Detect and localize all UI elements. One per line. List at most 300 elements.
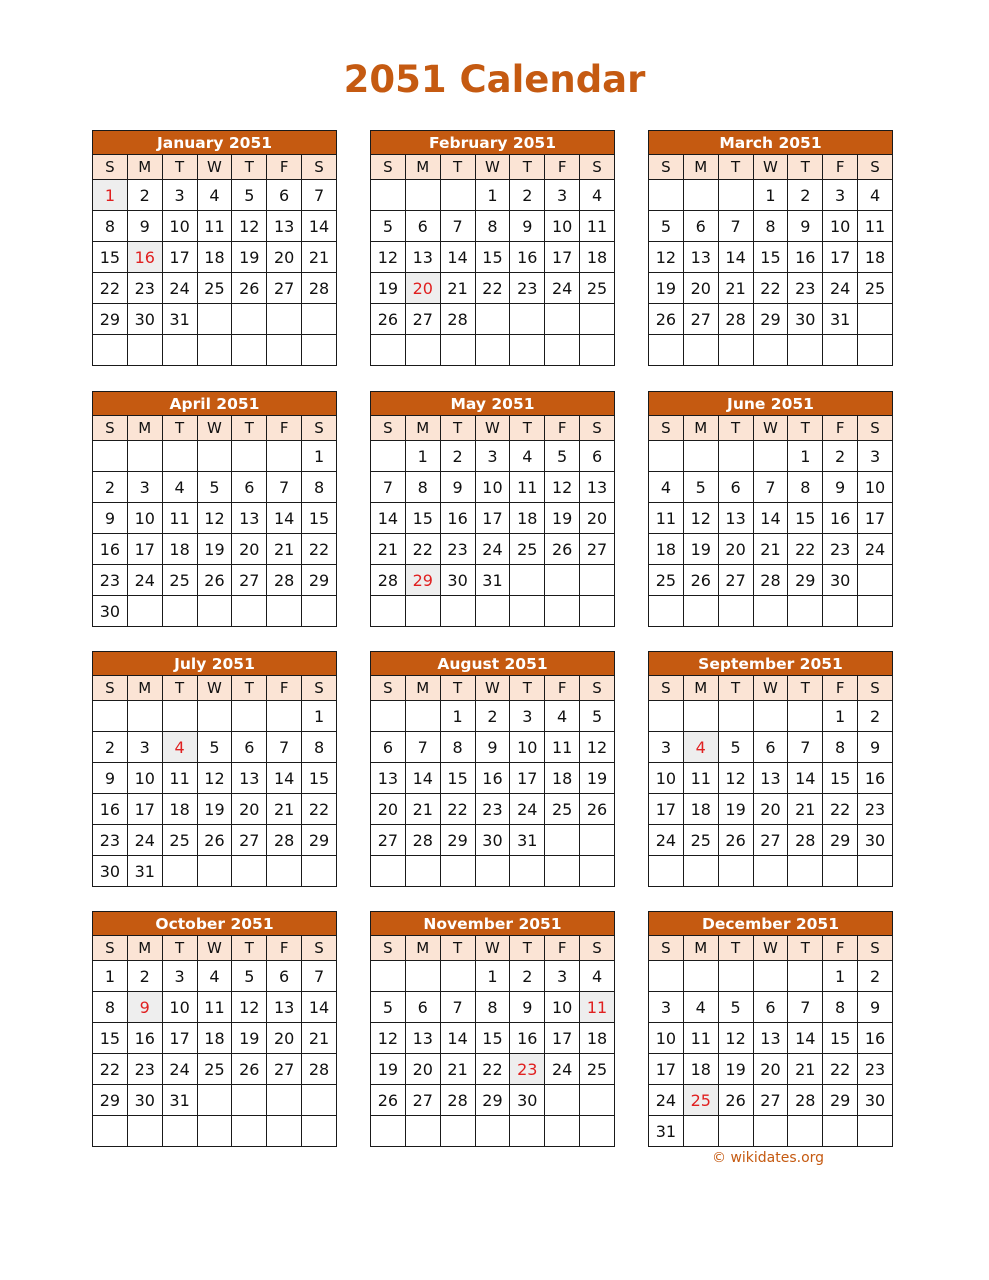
day-cell: 9 <box>858 992 893 1023</box>
day-cell: 31 <box>127 856 162 887</box>
day-cell: 21 <box>371 534 406 565</box>
day-cell: 27 <box>683 304 718 335</box>
day-cell: 18 <box>580 242 615 273</box>
holiday-day-cell: 1 <box>93 180 128 211</box>
weekday-label: F <box>823 936 858 961</box>
day-cell: 5 <box>232 961 267 992</box>
day-cell: 16 <box>858 763 893 794</box>
day-cell: 7 <box>718 211 753 242</box>
day-cell: 2 <box>823 441 858 472</box>
empty-day-cell <box>127 701 162 732</box>
day-cell: 19 <box>649 273 684 304</box>
day-cell: 5 <box>545 441 580 472</box>
week-row <box>93 1116 337 1147</box>
weekday-label: W <box>753 936 788 961</box>
weekday-label: S <box>649 676 684 701</box>
day-cell: 29 <box>823 825 858 856</box>
week-row <box>93 441 337 472</box>
day-cell: 21 <box>440 273 475 304</box>
day-cell: 6 <box>232 732 267 763</box>
empty-day-cell <box>475 304 510 335</box>
day-cell: 7 <box>371 472 406 503</box>
day-cell: 18 <box>649 534 684 565</box>
day-cell: 9 <box>127 211 162 242</box>
weekday-label: T <box>162 155 197 180</box>
day-cell: 10 <box>649 763 684 794</box>
day-cell: 24 <box>510 794 545 825</box>
day-cell: 26 <box>232 1054 267 1085</box>
day-cell: 16 <box>475 763 510 794</box>
day-cell: 8 <box>475 211 510 242</box>
empty-day-cell <box>232 335 267 366</box>
day-cell: 29 <box>753 304 788 335</box>
month-4 <box>370 391 615 627</box>
week-row <box>371 304 615 335</box>
day-cell: 4 <box>197 961 232 992</box>
weekday-label: T <box>718 676 753 701</box>
weekday-label: M <box>405 936 440 961</box>
day-cell: 17 <box>649 794 684 825</box>
day-cell: 12 <box>232 211 267 242</box>
day-cell: 25 <box>858 273 893 304</box>
empty-day-cell <box>197 596 232 627</box>
weekday-label: T <box>232 155 267 180</box>
empty-day-cell <box>858 1116 893 1147</box>
empty-day-cell <box>475 856 510 887</box>
weekday-label: S <box>93 155 128 180</box>
empty-day-cell <box>649 335 684 366</box>
day-cell: 23 <box>510 273 545 304</box>
day-cell: 19 <box>718 794 753 825</box>
day-cell: 29 <box>475 1085 510 1116</box>
day-cell: 7 <box>405 732 440 763</box>
day-cell: 28 <box>440 1085 475 1116</box>
day-cell: 24 <box>545 273 580 304</box>
week-row <box>649 503 893 534</box>
weekday-label: F <box>267 155 302 180</box>
day-cell: 11 <box>162 503 197 534</box>
day-cell: 2 <box>475 701 510 732</box>
day-cell: 1 <box>823 701 858 732</box>
week-row <box>649 565 893 596</box>
day-cell: 21 <box>753 534 788 565</box>
empty-day-cell <box>93 701 128 732</box>
day-cell: 29 <box>823 1085 858 1116</box>
empty-day-cell <box>858 565 893 596</box>
empty-day-cell <box>371 701 406 732</box>
week-row <box>93 992 337 1023</box>
empty-day-cell <box>545 335 580 366</box>
empty-day-cell <box>858 856 893 887</box>
empty-day-cell <box>858 335 893 366</box>
day-cell: 4 <box>580 961 615 992</box>
day-cell: 3 <box>475 441 510 472</box>
day-cell: 15 <box>788 503 823 534</box>
day-cell: 3 <box>858 441 893 472</box>
month-title: April 2051 <box>93 392 337 416</box>
weekday-label: S <box>580 155 615 180</box>
day-cell: 29 <box>302 565 337 596</box>
empty-day-cell <box>405 856 440 887</box>
day-cell: 15 <box>302 503 337 534</box>
day-cell: 5 <box>197 472 232 503</box>
day-cell: 21 <box>788 1054 823 1085</box>
weekday-label: T <box>788 416 823 441</box>
day-cell: 12 <box>197 763 232 794</box>
week-row <box>649 1116 893 1147</box>
day-cell: 14 <box>753 503 788 534</box>
weekday-label: T <box>788 676 823 701</box>
week-row <box>371 961 615 992</box>
day-cell: 2 <box>510 180 545 211</box>
day-cell: 20 <box>232 534 267 565</box>
empty-day-cell <box>405 180 440 211</box>
empty-day-cell <box>718 1116 753 1147</box>
day-cell: 13 <box>232 503 267 534</box>
month-10 <box>370 911 615 1147</box>
weekday-label: S <box>302 936 337 961</box>
day-cell: 3 <box>127 472 162 503</box>
week-row <box>649 534 893 565</box>
day-cell: 18 <box>545 763 580 794</box>
day-cell: 6 <box>683 211 718 242</box>
day-cell: 6 <box>267 961 302 992</box>
day-cell: 6 <box>753 992 788 1023</box>
week-row <box>371 565 615 596</box>
day-cell: 1 <box>753 180 788 211</box>
day-cell: 1 <box>440 701 475 732</box>
weekday-label: F <box>545 416 580 441</box>
day-cell: 14 <box>440 242 475 273</box>
day-cell: 18 <box>580 1023 615 1054</box>
day-cell: 14 <box>267 763 302 794</box>
empty-day-cell <box>232 1085 267 1116</box>
day-cell: 8 <box>475 992 510 1023</box>
weekday-label: F <box>823 416 858 441</box>
day-cell: 10 <box>127 763 162 794</box>
week-row <box>649 335 893 366</box>
day-cell: 9 <box>510 211 545 242</box>
weekday-label: M <box>127 416 162 441</box>
day-cell: 25 <box>162 565 197 596</box>
holiday-day-cell: 25 <box>683 1085 718 1116</box>
page-title: 2051 Calendar <box>343 58 646 101</box>
empty-day-cell <box>232 1116 267 1147</box>
weekday-label: T <box>510 155 545 180</box>
empty-day-cell <box>718 856 753 887</box>
day-cell: 12 <box>580 732 615 763</box>
day-cell: 17 <box>127 534 162 565</box>
empty-day-cell <box>405 1116 440 1147</box>
day-cell: 22 <box>302 534 337 565</box>
empty-day-cell <box>718 335 753 366</box>
day-cell: 4 <box>162 472 197 503</box>
day-cell: 21 <box>718 273 753 304</box>
empty-day-cell <box>580 856 615 887</box>
week-row <box>93 1054 337 1085</box>
day-cell: 27 <box>753 825 788 856</box>
day-cell: 8 <box>302 472 337 503</box>
day-cell: 8 <box>93 992 128 1023</box>
day-cell: 19 <box>232 1023 267 1054</box>
weekday-label: S <box>858 155 893 180</box>
empty-day-cell <box>232 596 267 627</box>
week-row <box>649 441 893 472</box>
week-row <box>649 273 893 304</box>
week-row <box>93 701 337 732</box>
day-cell: 11 <box>649 503 684 534</box>
day-cell: 13 <box>267 211 302 242</box>
month-3 <box>92 391 337 627</box>
empty-day-cell <box>545 304 580 335</box>
day-cell: 3 <box>162 180 197 211</box>
day-cell: 25 <box>197 1054 232 1085</box>
day-cell: 25 <box>510 534 545 565</box>
day-cell: 15 <box>823 1023 858 1054</box>
day-cell: 31 <box>162 1085 197 1116</box>
day-cell: 26 <box>718 825 753 856</box>
day-cell: 15 <box>93 1023 128 1054</box>
day-cell: 8 <box>302 732 337 763</box>
day-cell: 4 <box>858 180 893 211</box>
day-cell: 7 <box>267 472 302 503</box>
day-cell: 23 <box>475 794 510 825</box>
empty-day-cell <box>718 441 753 472</box>
weekday-label: M <box>405 155 440 180</box>
day-cell: 13 <box>405 242 440 273</box>
empty-day-cell <box>405 335 440 366</box>
empty-day-cell <box>232 701 267 732</box>
empty-day-cell <box>545 596 580 627</box>
day-cell: 13 <box>580 472 615 503</box>
day-cell: 3 <box>649 992 684 1023</box>
day-cell: 17 <box>127 794 162 825</box>
day-cell: 29 <box>93 1085 128 1116</box>
day-cell: 2 <box>788 180 823 211</box>
day-cell: 8 <box>823 732 858 763</box>
day-cell: 13 <box>267 992 302 1023</box>
week-row <box>649 856 893 887</box>
day-cell: 11 <box>197 211 232 242</box>
weekday-label: T <box>718 416 753 441</box>
day-cell: 19 <box>545 503 580 534</box>
day-cell: 18 <box>683 794 718 825</box>
day-cell: 31 <box>162 304 197 335</box>
weekday-label: T <box>718 936 753 961</box>
day-cell: 20 <box>371 794 406 825</box>
day-cell: 30 <box>823 565 858 596</box>
day-cell: 29 <box>93 304 128 335</box>
weekday-label: S <box>93 676 128 701</box>
week-row <box>371 441 615 472</box>
day-cell: 22 <box>302 794 337 825</box>
day-cell: 6 <box>232 472 267 503</box>
empty-day-cell <box>93 335 128 366</box>
day-cell: 8 <box>93 211 128 242</box>
week-row <box>93 732 337 763</box>
day-cell: 14 <box>302 992 337 1023</box>
holiday-day-cell: 4 <box>162 732 197 763</box>
day-cell: 6 <box>405 211 440 242</box>
day-cell: 24 <box>649 1085 684 1116</box>
week-row <box>649 304 893 335</box>
day-cell: 14 <box>788 1023 823 1054</box>
weekday-label: S <box>858 676 893 701</box>
empty-day-cell <box>267 1116 302 1147</box>
day-cell: 6 <box>405 992 440 1023</box>
day-cell: 19 <box>232 242 267 273</box>
day-cell: 10 <box>162 211 197 242</box>
empty-day-cell <box>545 565 580 596</box>
day-cell: 26 <box>232 273 267 304</box>
day-cell: 14 <box>302 211 337 242</box>
day-cell: 5 <box>683 472 718 503</box>
empty-day-cell <box>718 596 753 627</box>
weekday-label: M <box>683 936 718 961</box>
day-cell: 10 <box>649 1023 684 1054</box>
weekday-label: S <box>371 416 406 441</box>
day-cell: 14 <box>405 763 440 794</box>
day-cell: 30 <box>475 825 510 856</box>
day-cell: 11 <box>545 732 580 763</box>
empty-day-cell <box>127 1116 162 1147</box>
month-title: December 2051 <box>649 912 893 936</box>
week-row <box>93 211 337 242</box>
weekday-label: F <box>267 416 302 441</box>
empty-day-cell <box>302 596 337 627</box>
day-cell: 5 <box>197 732 232 763</box>
weekday-label: M <box>683 676 718 701</box>
day-cell: 27 <box>718 565 753 596</box>
empty-day-cell <box>649 441 684 472</box>
day-cell: 16 <box>510 1023 545 1054</box>
day-cell: 28 <box>440 304 475 335</box>
weekday-label: S <box>371 936 406 961</box>
empty-day-cell <box>93 441 128 472</box>
empty-day-cell <box>440 856 475 887</box>
day-cell: 12 <box>718 763 753 794</box>
empty-day-cell <box>545 856 580 887</box>
empty-day-cell <box>753 335 788 366</box>
weekday-label: S <box>580 936 615 961</box>
day-cell: 13 <box>371 763 406 794</box>
week-row <box>649 701 893 732</box>
empty-day-cell <box>545 1085 580 1116</box>
month-title: February 2051 <box>371 131 615 155</box>
day-cell: 20 <box>405 1054 440 1085</box>
day-cell: 23 <box>93 565 128 596</box>
month-title: June 2051 <box>649 392 893 416</box>
empty-day-cell <box>440 335 475 366</box>
day-cell: 2 <box>440 441 475 472</box>
day-cell: 20 <box>267 1023 302 1054</box>
day-cell: 2 <box>93 472 128 503</box>
empty-day-cell <box>197 856 232 887</box>
empty-day-cell <box>267 441 302 472</box>
day-cell: 26 <box>580 794 615 825</box>
weekday-label: F <box>545 676 580 701</box>
day-cell: 28 <box>267 565 302 596</box>
empty-day-cell <box>197 441 232 472</box>
day-cell: 25 <box>580 1054 615 1085</box>
day-cell: 30 <box>127 1085 162 1116</box>
empty-day-cell <box>649 596 684 627</box>
day-cell: 17 <box>475 503 510 534</box>
day-cell: 17 <box>545 242 580 273</box>
empty-day-cell <box>127 596 162 627</box>
empty-day-cell <box>683 1116 718 1147</box>
week-row <box>371 1085 615 1116</box>
weekday-label: T <box>162 936 197 961</box>
day-cell: 22 <box>475 273 510 304</box>
day-cell: 26 <box>197 565 232 596</box>
week-row <box>93 1085 337 1116</box>
empty-day-cell <box>580 304 615 335</box>
weekday-label: S <box>371 676 406 701</box>
month-0 <box>92 130 337 366</box>
month-title: August 2051 <box>371 652 615 676</box>
day-cell: 23 <box>127 273 162 304</box>
day-cell: 26 <box>545 534 580 565</box>
day-cell: 15 <box>440 763 475 794</box>
empty-day-cell <box>683 596 718 627</box>
day-cell: 19 <box>718 1054 753 1085</box>
week-row <box>649 596 893 627</box>
day-cell: 25 <box>683 825 718 856</box>
empty-day-cell <box>718 180 753 211</box>
day-cell: 17 <box>162 1023 197 1054</box>
day-cell: 27 <box>405 304 440 335</box>
day-cell: 5 <box>232 180 267 211</box>
day-cell: 13 <box>753 1023 788 1054</box>
day-cell: 28 <box>371 565 406 596</box>
weekday-label: S <box>302 676 337 701</box>
day-cell: 2 <box>510 961 545 992</box>
day-cell: 1 <box>788 441 823 472</box>
month-2 <box>648 130 893 366</box>
day-cell: 18 <box>162 534 197 565</box>
day-cell: 24 <box>858 534 893 565</box>
day-cell: 28 <box>718 304 753 335</box>
day-cell: 2 <box>127 180 162 211</box>
day-cell: 12 <box>371 1023 406 1054</box>
day-cell: 7 <box>753 472 788 503</box>
day-cell: 3 <box>649 732 684 763</box>
empty-day-cell <box>197 1116 232 1147</box>
day-cell: 11 <box>683 763 718 794</box>
weekday-label: T <box>440 676 475 701</box>
week-row <box>649 211 893 242</box>
day-cell: 3 <box>162 961 197 992</box>
week-row <box>371 180 615 211</box>
day-cell: 2 <box>858 701 893 732</box>
day-cell: 14 <box>788 763 823 794</box>
week-row <box>649 472 893 503</box>
weekday-label: W <box>197 155 232 180</box>
empty-day-cell <box>302 1116 337 1147</box>
day-cell: 16 <box>440 503 475 534</box>
weekday-label: T <box>440 416 475 441</box>
empty-day-cell <box>580 565 615 596</box>
day-cell: 9 <box>858 732 893 763</box>
day-cell: 16 <box>93 534 128 565</box>
day-cell: 30 <box>858 825 893 856</box>
weekday-label: M <box>127 676 162 701</box>
day-cell: 23 <box>788 273 823 304</box>
week-row <box>371 1054 615 1085</box>
day-cell: 1 <box>475 961 510 992</box>
empty-day-cell <box>440 1116 475 1147</box>
